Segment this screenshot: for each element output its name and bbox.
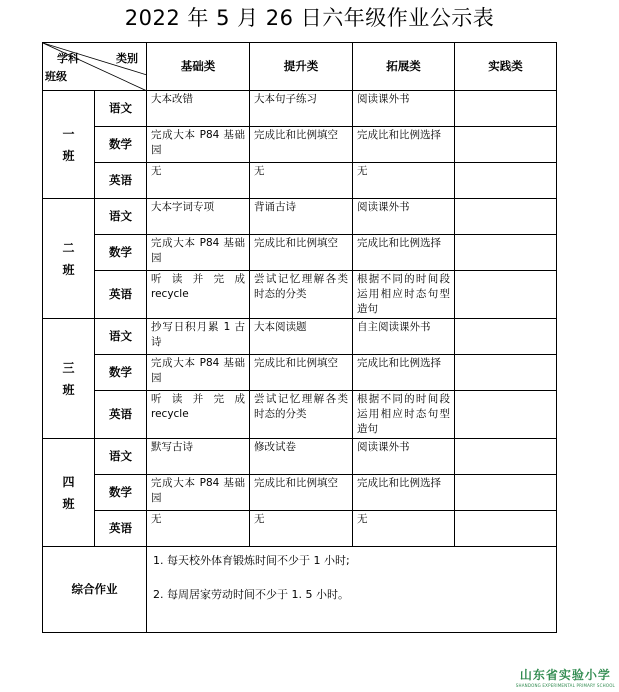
- homework-cell: 完成比和比例填空: [250, 235, 353, 271]
- homework-cell: 背诵古诗: [250, 199, 353, 235]
- homework-cell: 完成比和比例选择: [353, 127, 455, 163]
- class-name-char: 班: [62, 148, 75, 163]
- homework-cell: 默写古诗: [147, 439, 250, 475]
- class-name-cell: [43, 439, 95, 547]
- subject-cell: 语文: [95, 319, 147, 355]
- homework-cell: 阅读课外书: [353, 91, 455, 127]
- homework-cell: 抄写日积月累 1 古诗: [147, 319, 250, 355]
- homework-cell: 修改试卷: [250, 439, 353, 475]
- page-title: 2022 年 5 月 26 日六年级作业公示表: [124, 6, 495, 30]
- table-row: [43, 163, 557, 199]
- homework-cell: [455, 271, 557, 319]
- homework-cell: 根据不同的时间段运用相应时态句型造句: [353, 271, 455, 319]
- homework-cell: [455, 319, 557, 355]
- subject-cell: 数学: [95, 355, 147, 391]
- homework-cell: 完成比和比例选择: [353, 235, 455, 271]
- homework-cell: [455, 199, 557, 235]
- homework-cell: [455, 355, 557, 391]
- homework-cell: [455, 91, 557, 127]
- class-name-char: 一: [62, 126, 75, 141]
- school-logo-name: 山东省实验小学: [519, 668, 611, 682]
- subject-cell: 语文: [95, 439, 147, 475]
- subject-cell: 英语: [95, 391, 147, 439]
- column-header-improve: 提升类: [250, 43, 353, 91]
- homework-cell: 根据不同的时间段运用相应时态句型造句: [353, 391, 455, 439]
- homework-cell: 无: [147, 163, 250, 199]
- homework-table: [42, 42, 557, 633]
- class-name-char: 二: [62, 240, 75, 255]
- homework-cell: 无: [147, 511, 250, 547]
- homework-cell: 自主阅读课外书: [353, 319, 455, 355]
- homework-cell: 阅读课外书: [353, 439, 455, 475]
- homework-cell: 完成大本 P84 基础园: [147, 127, 250, 163]
- subject-cell: 数学: [95, 127, 147, 163]
- class-name-cell: [43, 319, 95, 439]
- table-row: [43, 355, 557, 391]
- summary-item: 1. 每天校外体育锻炼时间不少于 1 小时;: [153, 554, 350, 567]
- summary-label: 综合作业: [43, 547, 147, 633]
- table-row: [43, 439, 557, 475]
- homework-cell: 完成大本 P84 基础园: [147, 475, 250, 511]
- subject-cell: 英语: [95, 511, 147, 547]
- homework-cell: 大本字词专项: [147, 199, 250, 235]
- homework-cell: 尝试记忆理解各类时态的分类: [250, 391, 353, 439]
- diagonal-header-cell: [43, 43, 147, 91]
- table-row: [43, 391, 557, 439]
- homework-cell: 完成大本 P84 基础园: [147, 355, 250, 391]
- column-header-basic: 基础类: [147, 43, 250, 91]
- summary-row: [43, 547, 557, 633]
- homework-cell: 尝试记忆理解各类时态的分类: [250, 271, 353, 319]
- table-row: [43, 475, 557, 511]
- class-name-char: 四: [62, 474, 75, 489]
- homework-cell: 完成比和比例填空: [250, 475, 353, 511]
- homework-cell: 无: [250, 163, 353, 199]
- homework-cell: [455, 391, 557, 439]
- table-row: [43, 199, 557, 235]
- homework-cell: 完成大本 P84 基础园: [147, 235, 250, 271]
- class-name-char: 班: [62, 262, 75, 277]
- homework-cell: 完成比和比例填空: [250, 355, 353, 391]
- subject-cell: 语文: [95, 199, 147, 235]
- homework-cell: 听 读 并 完 成 recycle: [147, 391, 250, 439]
- school-logo: [516, 666, 615, 688]
- homework-cell: [455, 127, 557, 163]
- subject-cell: 语文: [95, 91, 147, 127]
- homework-cell: 听 读 并 完 成 recycle: [147, 271, 250, 319]
- class-label: 班级: [45, 70, 67, 83]
- homework-cell: 大本句子练习: [250, 91, 353, 127]
- class-name-cell: [43, 91, 95, 199]
- header-row: [43, 43, 557, 91]
- subject-cell: 数学: [95, 475, 147, 511]
- summary-content: [147, 547, 557, 633]
- homework-cell: [455, 475, 557, 511]
- homework-cell: 完成比和比例选择: [353, 475, 455, 511]
- table-row: [43, 271, 557, 319]
- homework-cell: 大本改错: [147, 91, 250, 127]
- column-header-extend: 拓展类: [353, 43, 455, 91]
- subject-cell: 英语: [95, 163, 147, 199]
- homework-cell: 大本阅读题: [250, 319, 353, 355]
- homework-cell: 无: [353, 511, 455, 547]
- homework-cell: [455, 235, 557, 271]
- homework-cell: 完成比和比例选择: [353, 355, 455, 391]
- class-name-cell: [43, 199, 95, 319]
- homework-cell: 阅读课外书: [353, 199, 455, 235]
- class-name-char: 三: [62, 360, 75, 375]
- class-name-char: 班: [62, 496, 75, 511]
- table-row: [43, 235, 557, 271]
- class-name-char: 班: [62, 382, 75, 397]
- homework-cell: [455, 163, 557, 199]
- subject-label: 学科: [57, 52, 79, 65]
- column-header-practice: 实践类: [455, 43, 557, 91]
- homework-cell: 无: [250, 511, 353, 547]
- table-row: [43, 91, 557, 127]
- homework-cell: 完成比和比例填空: [250, 127, 353, 163]
- table-row: [43, 511, 557, 547]
- table-row: [43, 319, 557, 355]
- summary-item: 2. 每周居家劳动时间不少于 1. 5 小时。: [153, 588, 349, 601]
- subject-cell: 英语: [95, 271, 147, 319]
- subject-cell: 数学: [95, 235, 147, 271]
- school-logo-english: SHANDONG EXPERIMENTAL PRIMARY SCHOOL: [515, 683, 615, 688]
- homework-cell: 无: [353, 163, 455, 199]
- homework-cell: [455, 511, 557, 547]
- homework-cell: [455, 439, 557, 475]
- table-row: [43, 127, 557, 163]
- category-label: 类别: [116, 52, 138, 65]
